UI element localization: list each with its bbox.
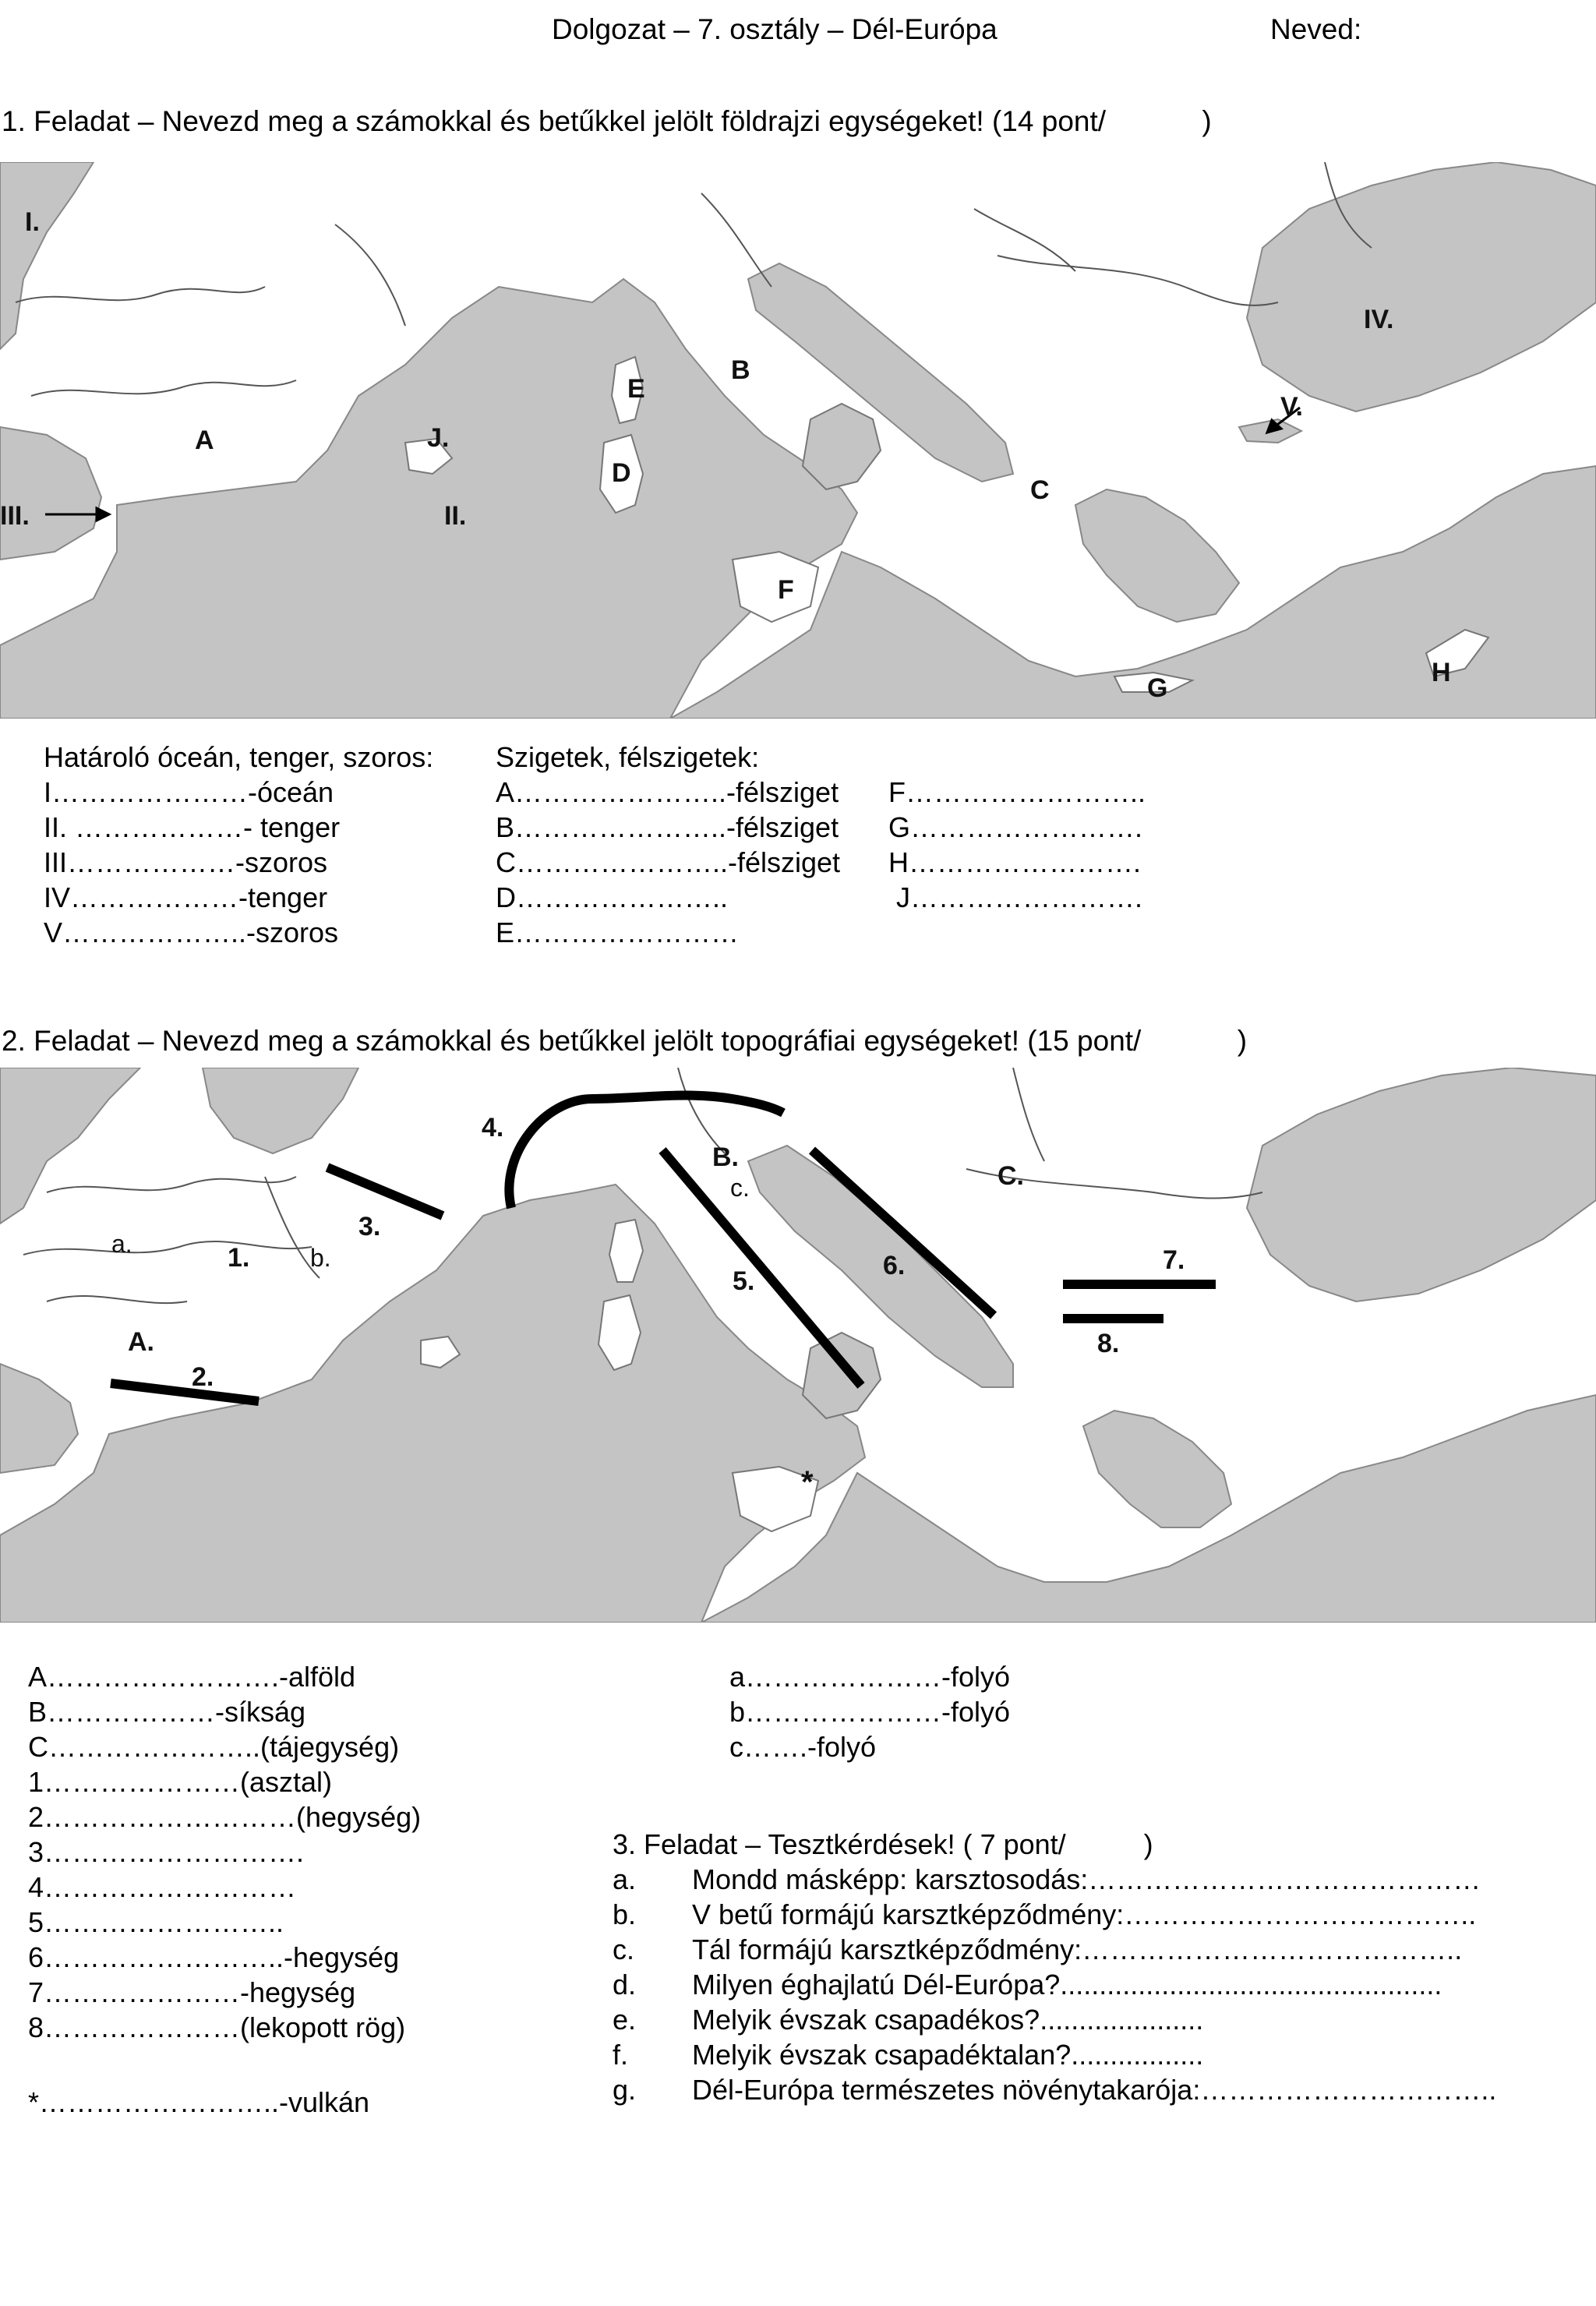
task1-left-line-3: III………………-szoros [44, 846, 328, 878]
task3-q-a-text: Mondd másképp: karsztosodás:…………………………………… [692, 1863, 1481, 1895]
map1-label-A: A [195, 426, 214, 455]
task1-right-line-H: H……………………. [888, 846, 1141, 878]
page-title: Dolgozat – 7. osztály – Dél-Európa [552, 13, 998, 45]
task3-heading: 3. Feladat – Tesztkérdések! ( 7 pont/ ) [613, 1828, 1153, 1860]
task2-line-2: 2………………………(hegység) [28, 1801, 422, 1833]
map2-label-3: 3. [358, 1212, 381, 1241]
task1-right-line-E: E…………………… [496, 916, 740, 948]
map2-label-8: 8. [1097, 1329, 1120, 1358]
task1-right-line-A: A…………………..-félsziget [496, 776, 839, 808]
map2-label-b: b. [310, 1244, 331, 1272]
map-1 [0, 162, 1596, 719]
task2-river-b: b…………………-folyó [729, 1696, 1011, 1728]
map2-label-2: 2. [192, 1362, 214, 1392]
name-label: Neved: [1270, 13, 1362, 45]
map1-label-C: C [1030, 475, 1050, 505]
task3-q-e-text: Melyik évszak csapadékos?..................... [692, 2004, 1204, 2036]
task3-q-e-letter: e. [613, 2004, 637, 2036]
task3-q-g-text: Dél-Európa természetes növénytakarója:………………………….. [692, 2074, 1497, 2106]
task3-q-a-letter: a. [613, 1863, 637, 1895]
task1-right-line-C: C…………………..-félsziget [496, 846, 841, 878]
map-2 [0, 1068, 1596, 1623]
task3-q-b-text: V betű formájú karsztképződmény:……………………………….. [692, 1898, 1477, 1930]
task3-q-f-text: Melyik évszak csapadéktalan?................. [692, 2039, 1204, 2071]
map1-label-III: III. [0, 501, 30, 531]
task2-line-C: C…………………..(tájegység) [28, 1731, 400, 1763]
task2-line-1: 1…………………(asztal) [28, 1766, 333, 1798]
map1-label-H: H [1432, 658, 1451, 687]
task2-line-volcano: *……………………..-vulkán [28, 2086, 370, 2118]
map1-label-I: I. [25, 207, 40, 237]
map1-label-B: B [731, 355, 750, 385]
map1-label-D: D [612, 458, 631, 488]
task2-line-4: 4……………………… [28, 1871, 297, 1903]
task3-q-f-letter: f. [613, 2039, 629, 2071]
task2-line-A: A…………………….-alföld [28, 1661, 356, 1693]
task3-q-d-letter: d. [613, 1969, 637, 2001]
map2-label-star: * [801, 1465, 814, 1499]
task2-river-a: a…………………-folyó [729, 1661, 1011, 1693]
map2-label-5: 5. [733, 1266, 755, 1296]
map2-label-C: C. [998, 1161, 1024, 1191]
task2-line-5: 5…………………….. [28, 1906, 284, 1938]
task1-left-header: Határoló óceán, tenger, szoros: [44, 741, 434, 773]
task1-right-line-F: F…………………….. [888, 776, 1146, 808]
task3-q-d-text: Milyen éghajlatú Dél-Európa?................................................. [692, 1969, 1442, 2001]
task1-left-line-5: V………………..-szoros [44, 916, 339, 948]
map1-label-F: F [778, 575, 794, 605]
task1-left-line-1: I…………………-óceán [44, 776, 334, 808]
map1-label-E: E [627, 374, 645, 404]
task1-right-line-B: B…………………..-félsziget [496, 811, 839, 843]
map2-label-1: 1. [228, 1243, 250, 1273]
task2-river-c: c…….-folyó [729, 1731, 877, 1763]
map2-label-B: B. [712, 1142, 739, 1172]
task2-line-B: B………………-síkság [28, 1696, 306, 1728]
map2-label-6: 6. [883, 1251, 906, 1280]
task1-right-line-G: G……………………. [888, 811, 1143, 843]
map2-label-c: c. [730, 1174, 750, 1202]
map1-label-G: G [1147, 673, 1168, 703]
task2-line-7: 7…………………-hegység [28, 1976, 356, 2008]
task2-line-8: 8…………………(lekopott rög) [28, 2011, 406, 2043]
task1-left-line-2: II. ………………- tenger [44, 811, 341, 843]
task2-heading: 2. Feladat – Nevezd meg a számokkal és betűkkel jelölt topográfiai egységeket! (15 pont/ ) [2, 1025, 1248, 1057]
map1-label-J: J. [427, 423, 450, 453]
task2-line-6: 6……………………..-hegység [28, 1941, 400, 1973]
map2-label-7: 7. [1163, 1245, 1185, 1275]
task3-q-c-text: Tál formájú karsztképződmény:………………………………….. [692, 1933, 1463, 1965]
map1-label-IV: IV. [1364, 305, 1394, 334]
task2-line-3: 3………………………. [28, 1836, 305, 1868]
task3-q-c-letter: c. [613, 1933, 635, 1965]
task1-left-line-4: IV………………-tenger [44, 881, 328, 913]
map1-label-V: V. [1280, 392, 1304, 422]
map2-label-4: 4. [482, 1113, 504, 1142]
task3-q-g-letter: g. [613, 2074, 637, 2106]
map2-label-a: a. [111, 1230, 132, 1258]
map2-label-A: A. [128, 1327, 154, 1357]
task1-heading: 1. Feladat – Nevezd meg a számokkal és betűkkel jelölt földrajzi egységeket! (14 pont/ ) [2, 105, 1212, 137]
map1-label-II: II. [444, 501, 467, 531]
task1-right-line-D: D………………….. [496, 881, 729, 913]
task3-q-b-letter: b. [613, 1898, 637, 1930]
task1-right-header: Szigetek, félszigetek: [496, 741, 760, 773]
task1-right-line-J: J……………………. [888, 881, 1143, 913]
